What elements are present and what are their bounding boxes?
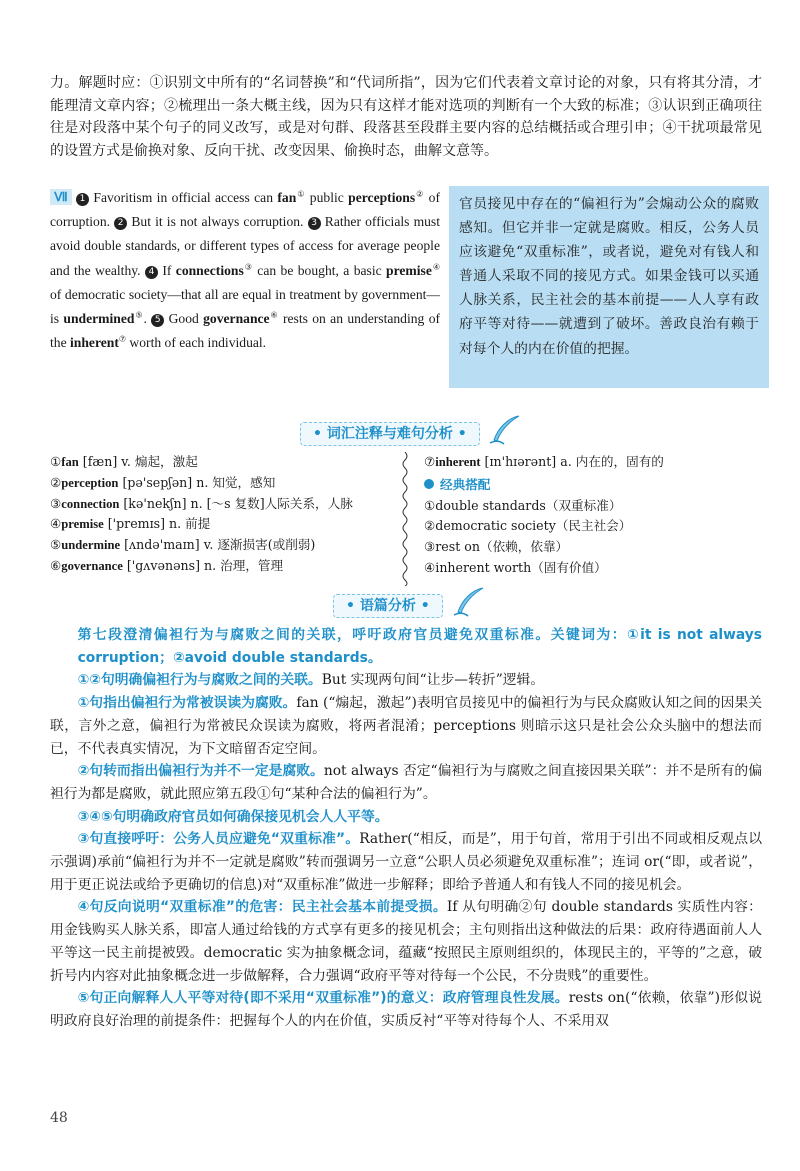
analysis-body: not always 否定“偏袒行为与腐败之间直接因果关联”：并不是所有的偏袒行为都是腐败，就此照应第五段①句“某种合法的偏袒行为”。 bbox=[50, 763, 762, 802]
sentence-num-3: 3 bbox=[308, 217, 321, 230]
top-paragraph: 力。解题时应：①识别文中所有的“名词替换”和“代词所指”，因为它们代表着文章讨论的对象，只有将其分清，才能理清文章内容；②梳理出一条大概主线，因为只有这样才能对选项的判断有一个大致的标准；③认识到正确项往往是对段落中某个句子的同义改写，或是对句群、段落甚至段群主要内容的总结概括或合理引申；④干扰项最常见的设置方式是偷换对象、反向干扰、改变因果、偷换时态，曲解文意等。 bbox=[50, 75, 762, 159]
translation-text: 官员接见中存在的“偏袒行为”会煽动公众的腐败感知。但它并非一定就是腐败。相反，公务人员应该避免“双重标准”，或者说，避免对有钱人和普通人采取不同的接见方式。如果金钱可以买通人脉关系，民主社会的基本前提——人人享有政府平等对待——就遭到了破坏。善政良治有赖于对每个人的内在价值的把握。 bbox=[459, 196, 759, 357]
word-governance: governance bbox=[203, 311, 270, 327]
analysis-body: rests on(“依赖，依靠”)形似说明政府良好治理的前提条件：把握每个人的内在价值，实质反衬“平等对待每个人、不采用双 bbox=[50, 990, 762, 1029]
word-perceptions: perceptions bbox=[348, 190, 416, 205]
paragraph-mark: Ⅶ bbox=[50, 189, 72, 205]
word-fan: fan bbox=[277, 190, 297, 205]
sentence-3: Rather officials must avoid double standards, or different types of access for average people and the wealthy. bbox=[50, 214, 440, 278]
analysis-body: fan (“煽起，激起”)表明官员接见中的偏袒行为与民众腐败认知之间的因果关联，言外之意，偏袒行为常被民众误读为腐败，将两者混淆；perceptions 则暗示这只是社会公众头脑中的想法而已，不代表真实情况，为下文暗留否定空间。 bbox=[50, 695, 762, 757]
collocation-item: ①double standards（双重标准） bbox=[424, 497, 622, 513]
analysis-head: ②句转而指出偏袒行为并不一定是腐败。 bbox=[77, 763, 324, 780]
vocab-item: ⑦inherent [ɪn'hɪərənt] a. 内在的，固有的 bbox=[424, 454, 664, 469]
sup-governance: ⑥ bbox=[269, 310, 279, 320]
page-number: 48 bbox=[50, 1110, 68, 1126]
analysis-body: Rather(“相反，而是”，用于句首，常用于引出不同或相反观点以示强调)承前“偏袒行为并不一定就是腐败”转而强调另一立意“公职人员必须避免双重标准”；连词 or(“即，或者说”，用于更正说法或给予更确切的信息)对“双重标准”做进一步解释；即给予普通人和有钱人不同的接见机会。 bbox=[50, 831, 762, 893]
word-inherent: inherent bbox=[70, 335, 119, 351]
vocab-item: ②perception [pə'sepʃən] n. 知觉，感知 bbox=[50, 474, 276, 490]
vocab-item: ①fan [fæn] v. 煽起，激起 bbox=[50, 454, 198, 469]
word-connections: connections bbox=[175, 262, 244, 278]
vocab-list-right bbox=[424, 452, 664, 579]
sentence-5c: worth of each individual. bbox=[126, 335, 267, 351]
word-undermined: undermined bbox=[63, 311, 135, 327]
analysis-lead: 第七段澄清偏袒行为与腐败之间的关联，呼吁政府官员避免双重标准。关键词为：①it is not always corruption；②avoid double standards。 bbox=[77, 627, 762, 666]
sentence-1c: of corruption. bbox=[50, 190, 441, 230]
vocab-item: ⑤undermine [ʌndə'maɪn] v. 逐渐损害(或削弱) bbox=[50, 537, 316, 553]
analysis-head: ⑤句正向解释人人平等对待(即不采用“双重标准”)的意义：政府管理良性发展。 bbox=[77, 990, 569, 1007]
sentence-4d: . bbox=[143, 311, 152, 327]
analysis-head: ③④⑤句明确政府官员如何确保接见机会人人平等。 bbox=[77, 808, 389, 825]
collocation-item: ②democratic society（民主社会） bbox=[424, 518, 632, 534]
sentence-num-2: 2 bbox=[114, 217, 127, 230]
vocab-banner: • 词汇注释与难句分析 • bbox=[300, 422, 480, 446]
analysis-head: ③句直接呼吁：公务人员应避免“双重标准”。 bbox=[77, 831, 360, 848]
sup-fan: ① bbox=[296, 189, 306, 199]
sup-undermined: ⑤ bbox=[134, 310, 144, 320]
sup-perceptions: ② bbox=[415, 189, 425, 199]
wavy-divider bbox=[400, 452, 410, 586]
analysis-section bbox=[50, 624, 762, 1033]
analysis-body: If 从句明确②句 double standards 实质性内容：用金钱购买人脉关系，即富人通过给钱的方式享有更多的接见机会；主句则指出这种做法的后果：政府待遇面前人人平等这一民主前提被毁。democratic 实为抽象概念词，蕴藏“按照民主原则组织的，体现民主的，平等的”之意，破折号内内容对此抽象概念进一步做解释，合力强调“政府平等对待每一个公民，不分贵贱”的重要性。 bbox=[50, 899, 762, 984]
sup-connections: ③ bbox=[243, 262, 253, 272]
sentence-num-1: 1 bbox=[76, 193, 89, 206]
analysis-body: But 实现两句间“让步—转折”逻辑。 bbox=[321, 672, 545, 689]
collocation-item: ③rest on（依赖，依靠） bbox=[424, 539, 569, 555]
analysis-head: ①②句明确偏袒行为与腐败之间的关联。 bbox=[77, 672, 322, 689]
sentence-4c: of democratic society—that all are equal in treatment by government—is bbox=[50, 286, 440, 327]
sentence-num-4: 4 bbox=[145, 266, 158, 279]
quill-icon bbox=[488, 414, 522, 446]
sentence-1a: Favoritism in official access can bbox=[93, 190, 278, 205]
sup-premise: ④ bbox=[431, 262, 441, 272]
analysis-banner: • 语篇分析 • bbox=[333, 594, 443, 618]
collocation-title-row bbox=[424, 475, 664, 496]
vocab-item: ④premise ['premɪs] n. 前提 bbox=[50, 516, 211, 532]
bullet-icon bbox=[424, 479, 434, 489]
sentence-num-5: 5 bbox=[151, 314, 164, 327]
word-premise: premise bbox=[386, 262, 432, 278]
english-passage bbox=[50, 186, 440, 355]
sup-inherent: ⑦ bbox=[118, 334, 127, 344]
vocab-item: ③connection [kə'nekʃn] n. [～s 复数]人际关系，人脉 bbox=[50, 495, 353, 511]
sentence-5b: rests on an understanding of the bbox=[50, 311, 441, 351]
collocation-item: ④inherent worth（固有价值） bbox=[424, 559, 607, 575]
sentence-4a: If bbox=[162, 262, 176, 278]
sentence-5a: Good bbox=[168, 311, 204, 327]
collocation-title: 经典搭配 bbox=[440, 476, 491, 492]
translation-box bbox=[449, 186, 769, 388]
sentence-1b: public bbox=[305, 190, 349, 205]
vocab-item: ⑥governance ['gʌvənəns] n. 治理，管理 bbox=[50, 557, 284, 573]
analysis-head: ①句指出偏袒行为常被误读为腐败。 bbox=[77, 695, 297, 712]
sentence-4b: can be bought, a basic bbox=[252, 262, 387, 278]
quill-icon bbox=[452, 586, 486, 618]
vocab-list-left bbox=[50, 452, 353, 577]
sentence-2: But it is not always corruption. bbox=[131, 214, 308, 230]
analysis-head: ④句反向说明“双重标准”的危害：民主社会基本前提受损。 bbox=[77, 899, 447, 916]
